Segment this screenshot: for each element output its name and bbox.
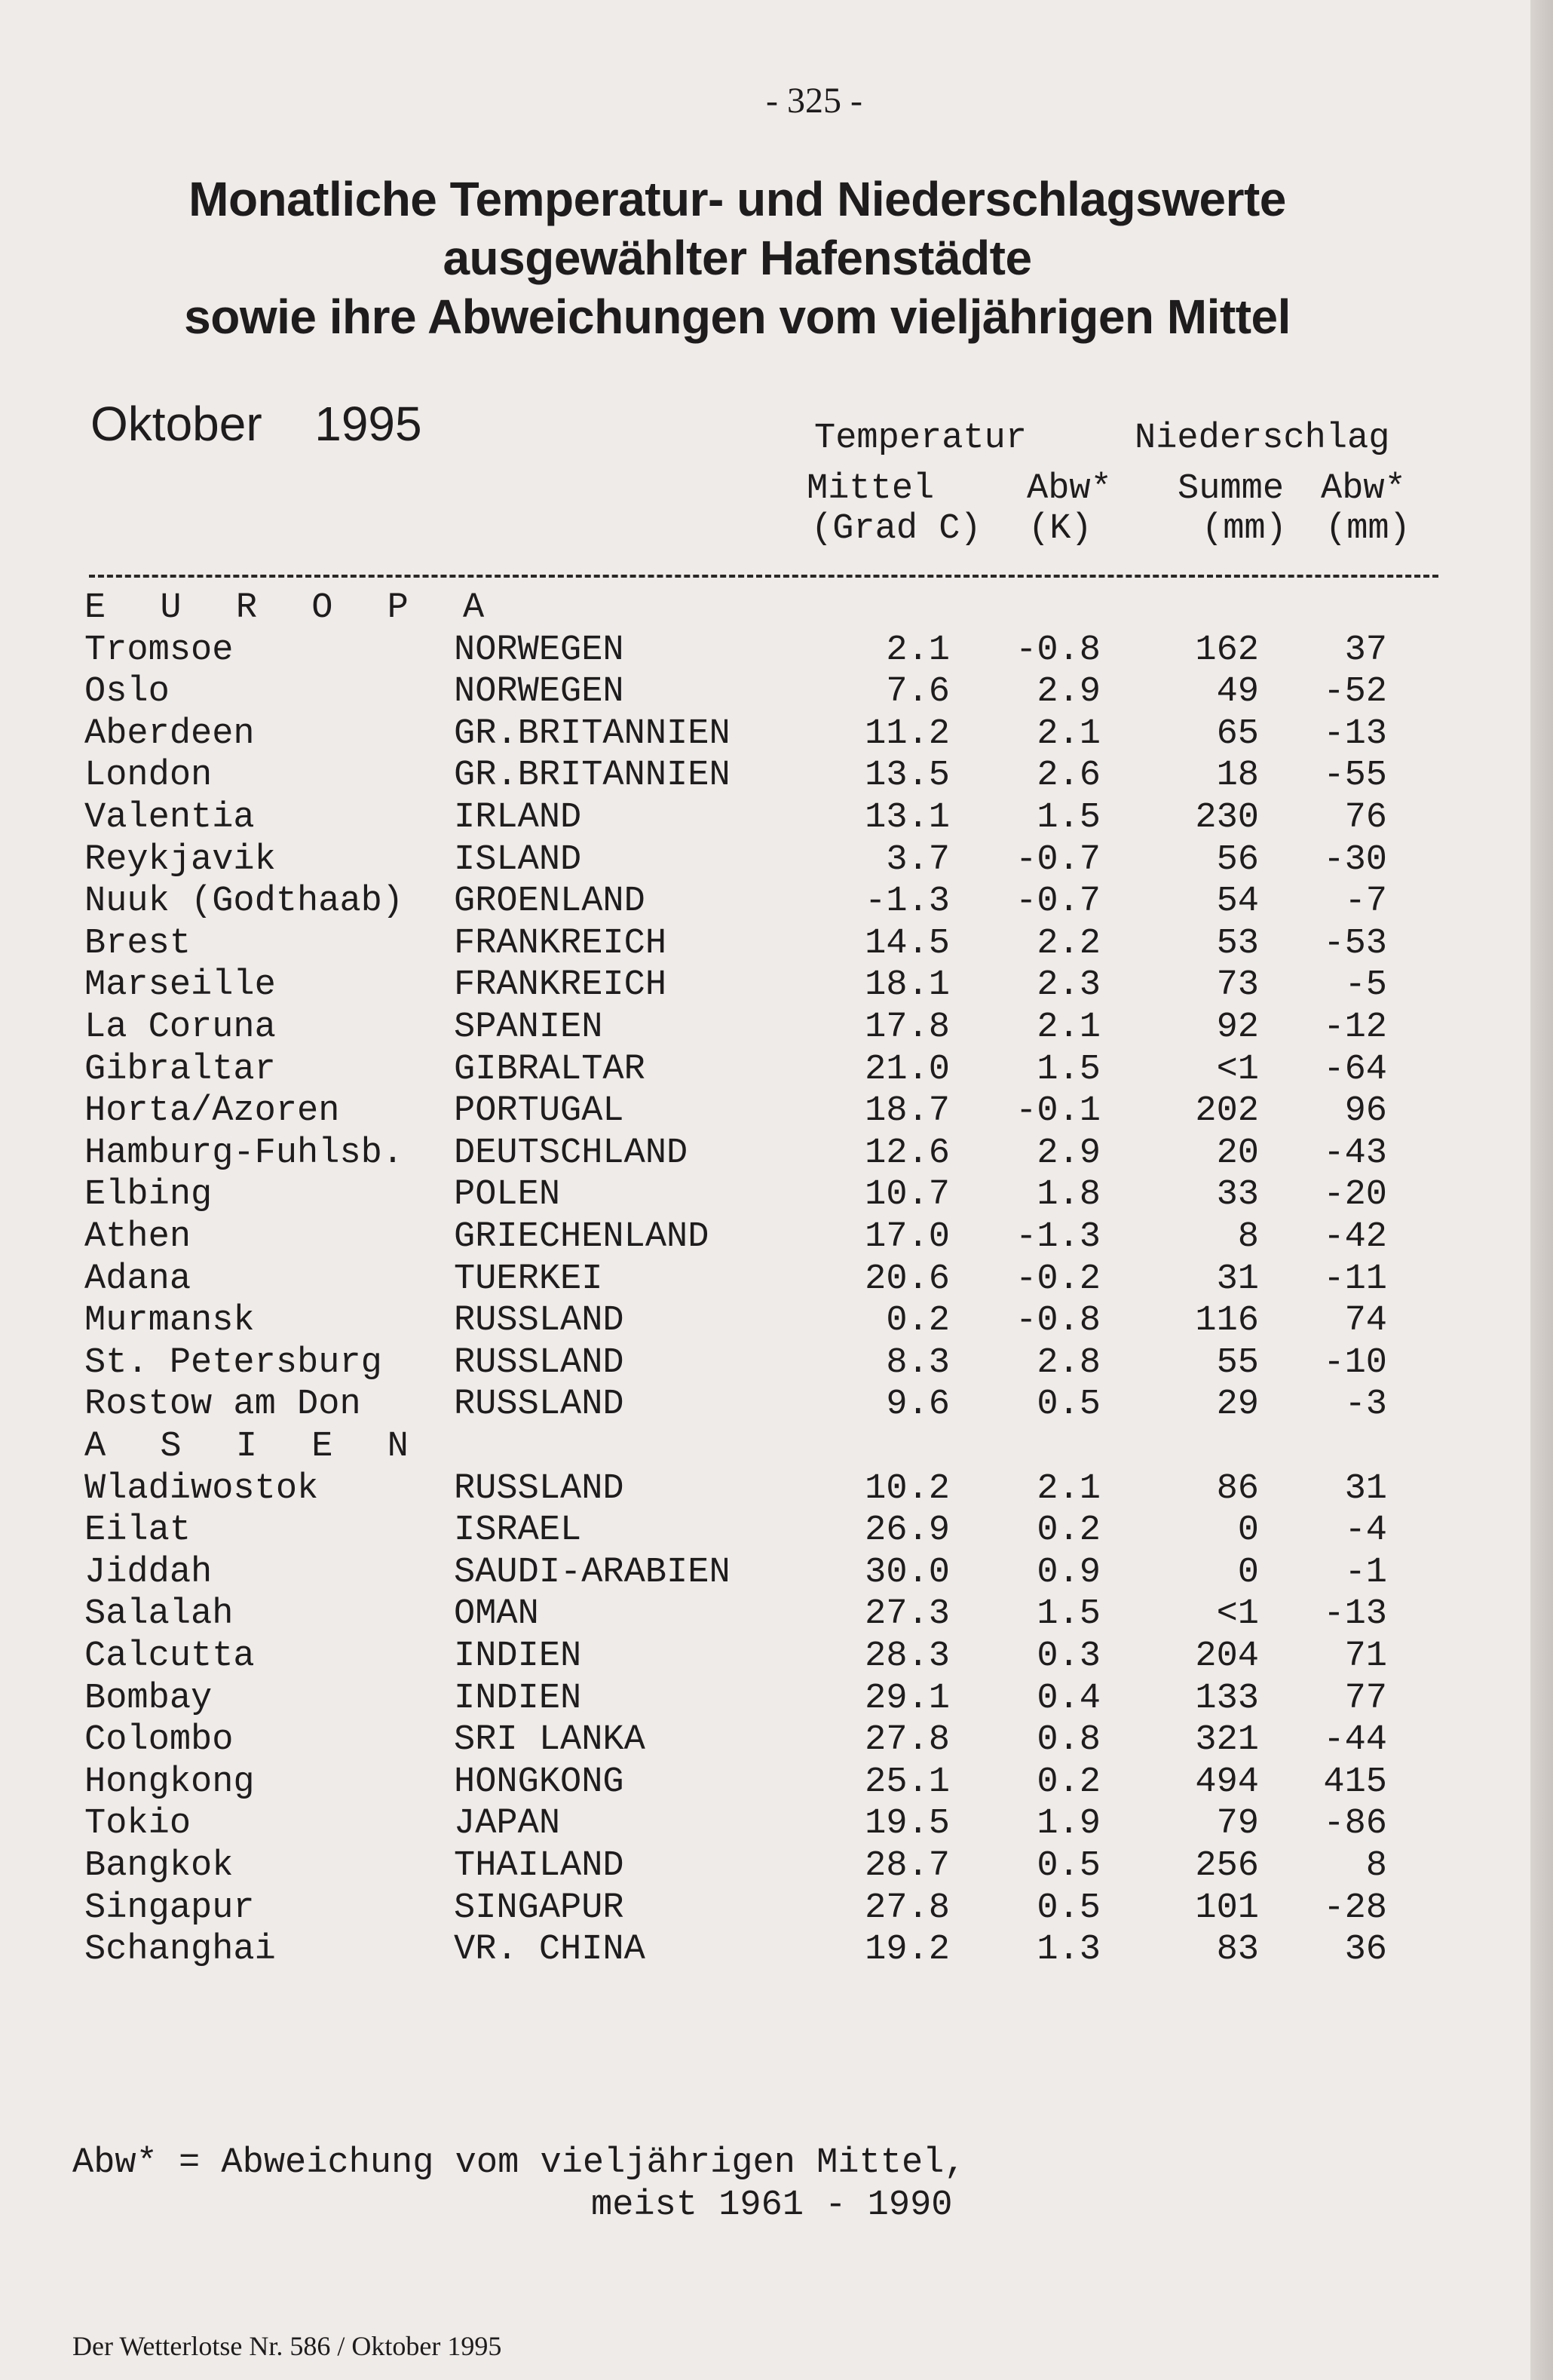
cell-precip-sum: 73 xyxy=(1216,965,1259,1006)
header-unit-mm-1: (mm) xyxy=(1202,509,1287,549)
cell-temp-mean: 28.7 xyxy=(865,1846,950,1886)
cell-temp-deviation: 2.6 xyxy=(1037,756,1101,796)
table-row xyxy=(0,756,1508,797)
cell-city: Nuuk (Godthaab) xyxy=(84,882,404,922)
table-row xyxy=(0,1553,1508,1594)
table-row xyxy=(0,1888,1508,1930)
cell-precip-deviation: -42 xyxy=(1323,1217,1387,1257)
cell-city: Murmansk xyxy=(84,1301,255,1342)
cell-precip-sum: <1 xyxy=(1216,1049,1259,1090)
cell-country: GIBRALTAR xyxy=(454,1049,645,1090)
cell-country: FRANKREICH xyxy=(454,965,667,1006)
cell-precip-sum: 256 xyxy=(1195,1846,1259,1886)
cell-precip-sum: 92 xyxy=(1216,1008,1259,1047)
cell-temp-deviation: -0.7 xyxy=(1015,839,1101,880)
cell-country: DEUTSCHLAND xyxy=(454,1133,688,1173)
period-month: Oktober xyxy=(90,397,262,451)
cell-temp-deviation: 1.5 xyxy=(1037,798,1101,838)
header-precipitation: Niederschlag xyxy=(1135,419,1390,459)
cell-temp-deviation: 1.5 xyxy=(1037,1594,1101,1635)
cell-country: GR.BRITANNIEN xyxy=(454,713,731,754)
cell-temp-deviation: 0.2 xyxy=(1037,1511,1101,1551)
cell-temp-mean: 17.8 xyxy=(865,1008,950,1047)
cell-precip-deviation: 37 xyxy=(1344,630,1387,670)
cell-temp-deviation: 1.9 xyxy=(1037,1804,1101,1845)
cell-temp-mean: 27.8 xyxy=(865,1720,950,1761)
cell-city: Eilat xyxy=(84,1511,191,1551)
cell-temp-mean: 17.0 xyxy=(865,1217,950,1257)
section-header xyxy=(0,1427,1508,1468)
header-temperature: Temperatur xyxy=(814,419,1028,459)
table-row xyxy=(0,1133,1508,1175)
cell-precip-deviation: 96 xyxy=(1344,1091,1387,1132)
cell-city: Valentia xyxy=(84,798,255,838)
table-row xyxy=(0,1762,1508,1804)
cell-precip-sum: 49 xyxy=(1216,672,1259,713)
table-row xyxy=(0,630,1508,672)
cell-temp-mean: 2.1 xyxy=(886,630,950,670)
page-edge xyxy=(1530,0,1553,2380)
header-divider xyxy=(89,575,1438,578)
cell-precip-sum: 79 xyxy=(1216,1804,1259,1845)
cell-country: SPANIEN xyxy=(454,1008,603,1047)
cell-precip-deviation: -3 xyxy=(1344,1385,1387,1425)
cell-precip-deviation: 76 xyxy=(1344,798,1387,838)
table-row xyxy=(0,1636,1508,1678)
cell-temp-deviation: 0.5 xyxy=(1037,1888,1101,1928)
table-row xyxy=(0,1846,1508,1888)
cell-city: Bombay xyxy=(84,1678,213,1719)
cell-temp-deviation: 0.4 xyxy=(1037,1678,1101,1719)
cell-city: Jiddah xyxy=(84,1552,213,1593)
cell-precip-deviation: -1 xyxy=(1344,1552,1387,1593)
cell-city: London xyxy=(84,756,213,796)
cell-temp-deviation: 2.8 xyxy=(1037,1342,1101,1383)
cell-precip-sum: 101 xyxy=(1195,1888,1259,1928)
cell-precip-deviation: -55 xyxy=(1323,756,1387,796)
table-row xyxy=(0,840,1508,882)
cell-precip-sum: 54 xyxy=(1216,882,1259,922)
cell-country: IRLAND xyxy=(454,798,582,838)
cell-temp-mean: 27.3 xyxy=(865,1594,950,1635)
cell-precip-deviation: -64 xyxy=(1323,1049,1387,1090)
cell-country: INDIEN xyxy=(454,1678,582,1719)
table-row xyxy=(0,1804,1508,1845)
cell-country: SRI LANKA xyxy=(454,1720,645,1761)
cell-precip-sum: 0 xyxy=(1237,1552,1259,1593)
cell-temp-deviation: 1.5 xyxy=(1037,1049,1101,1090)
cell-temp-deviation: 0.9 xyxy=(1037,1552,1101,1593)
cell-precip-deviation: -53 xyxy=(1323,923,1387,964)
cell-country: ISLAND xyxy=(454,839,582,880)
cell-precip-deviation: -30 xyxy=(1323,839,1387,880)
cell-city: Calcutta xyxy=(84,1636,255,1676)
cell-country: FRANKREICH xyxy=(454,923,667,964)
cell-precip-deviation: 74 xyxy=(1344,1301,1387,1342)
cell-city: Horta/Azoren xyxy=(84,1091,340,1132)
cell-temp-mean: 14.5 xyxy=(865,923,950,964)
cell-temp-mean: 19.2 xyxy=(865,1930,950,1971)
cell-country: SINGAPUR xyxy=(454,1888,624,1928)
table-row xyxy=(0,1259,1508,1301)
cell-city: Brest xyxy=(84,923,191,964)
cell-city: Gibraltar xyxy=(84,1049,276,1090)
cell-precip-deviation: -20 xyxy=(1323,1175,1387,1216)
table-row xyxy=(0,1343,1508,1385)
table-row xyxy=(0,1050,1508,1091)
table-row xyxy=(0,1008,1508,1049)
cell-precip-deviation: -43 xyxy=(1323,1133,1387,1173)
section-header xyxy=(0,588,1508,630)
cell-temp-deviation: 2.1 xyxy=(1037,1468,1101,1509)
cell-city: Salalah xyxy=(84,1594,234,1635)
cell-country: THAILAND xyxy=(454,1846,624,1886)
cell-city: St. Petersburg xyxy=(84,1342,382,1383)
footnote-line-2: meist 1961 - 1990 xyxy=(591,2185,953,2225)
table-row xyxy=(0,1217,1508,1259)
cell-precip-deviation: -12 xyxy=(1323,1008,1387,1047)
title-line-1: Monatliche Temperatur- und Niederschlagswerte xyxy=(188,172,1286,226)
cell-country: GRIECHENLAND xyxy=(454,1217,709,1257)
cell-temp-deviation: -1.3 xyxy=(1015,1217,1101,1257)
cell-temp-deviation: 0.5 xyxy=(1037,1846,1101,1886)
cell-temp-mean: 13.1 xyxy=(865,798,950,838)
cell-temp-mean: 3.7 xyxy=(886,839,950,880)
cell-temp-deviation: -0.8 xyxy=(1015,630,1101,670)
cell-temp-mean: 7.6 xyxy=(886,672,950,713)
cell-temp-deviation: 0.3 xyxy=(1037,1636,1101,1676)
cell-precip-deviation: -52 xyxy=(1323,672,1387,713)
cell-country: INDIEN xyxy=(454,1636,582,1676)
cell-temp-deviation: 2.9 xyxy=(1037,1133,1101,1173)
cell-temp-mean: 18.1 xyxy=(865,965,950,1006)
cell-precip-sum: 56 xyxy=(1216,839,1259,880)
title-line-2: ausgewählter Hafenstädte xyxy=(443,231,1032,285)
cell-city: Singapur xyxy=(84,1888,255,1928)
cell-precip-deviation: 71 xyxy=(1344,1636,1387,1676)
cell-temp-mean: 29.1 xyxy=(865,1678,950,1719)
cell-precip-deviation: -5 xyxy=(1344,965,1387,1006)
cell-temp-deviation: -0.8 xyxy=(1015,1301,1101,1342)
cell-precip-deviation: 415 xyxy=(1323,1762,1387,1802)
header-deviation: Abw* xyxy=(1027,469,1112,509)
table-row xyxy=(0,1511,1508,1552)
cell-temp-mean: 10.2 xyxy=(865,1468,950,1509)
cell-temp-deviation: 2.2 xyxy=(1037,923,1101,964)
cell-temp-mean: 28.3 xyxy=(865,1636,950,1676)
table-row xyxy=(0,1385,1508,1426)
header-deviation-2: Abw* xyxy=(1321,469,1406,509)
cell-temp-mean: 30.0 xyxy=(865,1552,950,1593)
cell-precip-deviation: -7 xyxy=(1344,882,1387,922)
cell-precip-sum: 65 xyxy=(1216,713,1259,754)
cell-precip-sum: 18 xyxy=(1216,756,1259,796)
header-mean: Mittel xyxy=(807,469,935,509)
cell-city: Hamburg-Fuhlsb. xyxy=(84,1133,404,1173)
cell-precip-deviation: -4 xyxy=(1344,1511,1387,1551)
cell-precip-deviation: -44 xyxy=(1323,1720,1387,1761)
cell-precip-deviation: 8 xyxy=(1365,1846,1387,1886)
cell-temp-deviation: 0.5 xyxy=(1037,1385,1101,1425)
cell-temp-mean: 0.2 xyxy=(886,1301,950,1342)
cell-temp-deviation: 2.1 xyxy=(1037,1008,1101,1047)
title-line-3: sowie ihre Abweichungen vom vieljährigen Mittel xyxy=(184,290,1291,344)
footnote-line-1: Abw* = Abweichung vom vieljährigen Mittel, xyxy=(72,2143,966,2183)
table-row xyxy=(0,882,1508,923)
cell-country: NORWEGEN xyxy=(454,672,624,713)
cell-precip-sum: 8 xyxy=(1237,1217,1259,1257)
cell-temp-mean: 9.6 xyxy=(886,1385,950,1425)
publication-footer: Der Wetterlotse Nr. 586 / Oktober 1995 xyxy=(72,2331,502,2361)
table-row xyxy=(0,1594,1508,1636)
cell-country: GR.BRITANNIEN xyxy=(454,756,731,796)
cell-city: Rostow am Don xyxy=(84,1385,361,1425)
cell-country: TUERKEI xyxy=(454,1259,603,1299)
cell-precip-deviation: -86 xyxy=(1323,1804,1387,1845)
cell-temp-mean: 19.5 xyxy=(865,1804,950,1845)
table-row xyxy=(0,1175,1508,1216)
cell-precip-sum: 83 xyxy=(1216,1930,1259,1971)
cell-temp-mean: 10.7 xyxy=(865,1175,950,1216)
cell-precip-sum: 20 xyxy=(1216,1133,1259,1173)
cell-precip-deviation: 77 xyxy=(1344,1678,1387,1719)
cell-city: Schanghai xyxy=(84,1930,276,1971)
cell-temp-mean: 8.3 xyxy=(886,1342,950,1383)
cell-temp-deviation: -0.1 xyxy=(1015,1091,1101,1132)
header-sum: Summe xyxy=(1178,469,1285,509)
cell-temp-mean: 25.1 xyxy=(865,1762,950,1802)
table-row xyxy=(0,924,1508,965)
cell-precip-sum: 162 xyxy=(1195,630,1259,670)
cell-temp-deviation: 1.3 xyxy=(1037,1930,1101,1971)
cell-city: Adana xyxy=(84,1259,191,1299)
cell-precip-sum: 31 xyxy=(1216,1259,1259,1299)
cell-city: Elbing xyxy=(84,1175,213,1216)
cell-precip-deviation: -28 xyxy=(1323,1888,1387,1928)
cell-country: RUSSLAND xyxy=(454,1301,624,1342)
page-title xyxy=(0,170,1475,346)
cell-temp-deviation: 2.3 xyxy=(1037,965,1101,1006)
cell-temp-deviation: -0.7 xyxy=(1015,882,1101,922)
header-unit-k: (K) xyxy=(1028,509,1092,549)
table-row xyxy=(0,1930,1508,1971)
table-row xyxy=(0,1091,1508,1133)
cell-temp-deviation: 2.1 xyxy=(1037,713,1101,754)
cell-country: NORWEGEN xyxy=(454,630,624,670)
table-row xyxy=(0,672,1508,713)
cell-temp-mean: 12.6 xyxy=(865,1133,950,1173)
cell-country: POLEN xyxy=(454,1175,561,1216)
cell-precip-deviation: 31 xyxy=(1344,1468,1387,1509)
cell-temp-mean: 11.2 xyxy=(865,713,950,754)
cell-precip-deviation: -11 xyxy=(1323,1259,1387,1299)
cell-precip-sum: 55 xyxy=(1216,1342,1259,1383)
cell-precip-sum: <1 xyxy=(1216,1594,1259,1635)
cell-temp-mean: 26.9 xyxy=(865,1511,950,1551)
cell-temp-mean: -1.3 xyxy=(865,882,950,922)
cell-city: Athen xyxy=(84,1217,191,1257)
period-year: 1995 xyxy=(314,397,422,451)
cell-country: RUSSLAND xyxy=(454,1342,624,1383)
cell-temp-mean: 18.7 xyxy=(865,1091,950,1132)
cell-country: GROENLAND xyxy=(454,882,645,922)
cell-country: OMAN xyxy=(454,1594,539,1635)
cell-city: Wladiwostok xyxy=(84,1468,319,1509)
table-row xyxy=(0,1679,1508,1720)
cell-country: RUSSLAND xyxy=(454,1385,624,1425)
cell-temp-mean: 20.6 xyxy=(865,1259,950,1299)
period-label xyxy=(90,396,422,452)
section-label: A S I E N xyxy=(84,1427,425,1467)
cell-city: Hongkong xyxy=(84,1762,255,1802)
cell-city: La Coruna xyxy=(84,1008,276,1047)
cell-city: Tromsoe xyxy=(84,630,234,670)
cell-precip-deviation: -13 xyxy=(1323,713,1387,754)
cell-country: PORTUGAL xyxy=(454,1091,624,1132)
cell-precip-deviation: 36 xyxy=(1344,1930,1387,1971)
section-label: E U R O P A xyxy=(84,588,501,628)
cell-precip-sum: 86 xyxy=(1216,1468,1259,1509)
cell-city: Aberdeen xyxy=(84,713,255,754)
cell-country: RUSSLAND xyxy=(454,1468,624,1509)
cell-precip-sum: 204 xyxy=(1195,1636,1259,1676)
cell-city: Tokio xyxy=(84,1804,191,1845)
header-unit-grad: (Grad C) xyxy=(811,509,982,549)
table-row xyxy=(0,1720,1508,1762)
cell-country: JAPAN xyxy=(454,1804,561,1845)
cell-country: VR. CHINA xyxy=(454,1930,645,1971)
cell-temp-mean: 21.0 xyxy=(865,1049,950,1090)
cell-precip-sum: 33 xyxy=(1216,1175,1259,1216)
cell-city: Reykjavik xyxy=(84,839,276,880)
cell-precip-sum: 321 xyxy=(1195,1720,1259,1761)
cell-precip-sum: 116 xyxy=(1195,1301,1259,1342)
cell-precip-deviation: -10 xyxy=(1323,1342,1387,1383)
cell-temp-deviation: 1.8 xyxy=(1037,1175,1101,1216)
cell-temp-deviation: 0.8 xyxy=(1037,1720,1101,1761)
cell-country: HONGKONG xyxy=(454,1762,624,1802)
table-row xyxy=(0,1301,1508,1342)
table-row xyxy=(0,714,1508,756)
cell-city: Bangkok xyxy=(84,1846,234,1886)
cell-precip-sum: 133 xyxy=(1195,1678,1259,1719)
table-row xyxy=(0,1469,1508,1511)
cell-temp-deviation: 0.2 xyxy=(1037,1762,1101,1802)
cell-precip-sum: 494 xyxy=(1195,1762,1259,1802)
table-row xyxy=(0,965,1508,1007)
cell-temp-mean: 13.5 xyxy=(865,756,950,796)
cell-city: Marseille xyxy=(84,965,276,1006)
cell-country: ISRAEL xyxy=(454,1511,582,1551)
cell-precip-sum: 53 xyxy=(1216,923,1259,964)
cell-precip-deviation: -13 xyxy=(1323,1594,1387,1635)
table-row xyxy=(0,798,1508,839)
cell-precip-sum: 29 xyxy=(1216,1385,1259,1425)
cell-country: SAUDI-ARABIEN xyxy=(454,1552,731,1593)
header-unit-mm-2: (mm) xyxy=(1325,509,1411,549)
cell-precip-sum: 0 xyxy=(1237,1511,1259,1551)
cell-city: Colombo xyxy=(84,1720,234,1761)
cell-precip-sum: 202 xyxy=(1195,1091,1259,1132)
cell-temp-deviation: -0.2 xyxy=(1015,1259,1101,1299)
cell-temp-mean: 27.8 xyxy=(865,1888,950,1928)
page-number: - 325 - xyxy=(766,81,862,121)
cell-city: Oslo xyxy=(84,672,170,713)
cell-precip-sum: 230 xyxy=(1195,798,1259,838)
cell-temp-deviation: 2.9 xyxy=(1037,672,1101,713)
